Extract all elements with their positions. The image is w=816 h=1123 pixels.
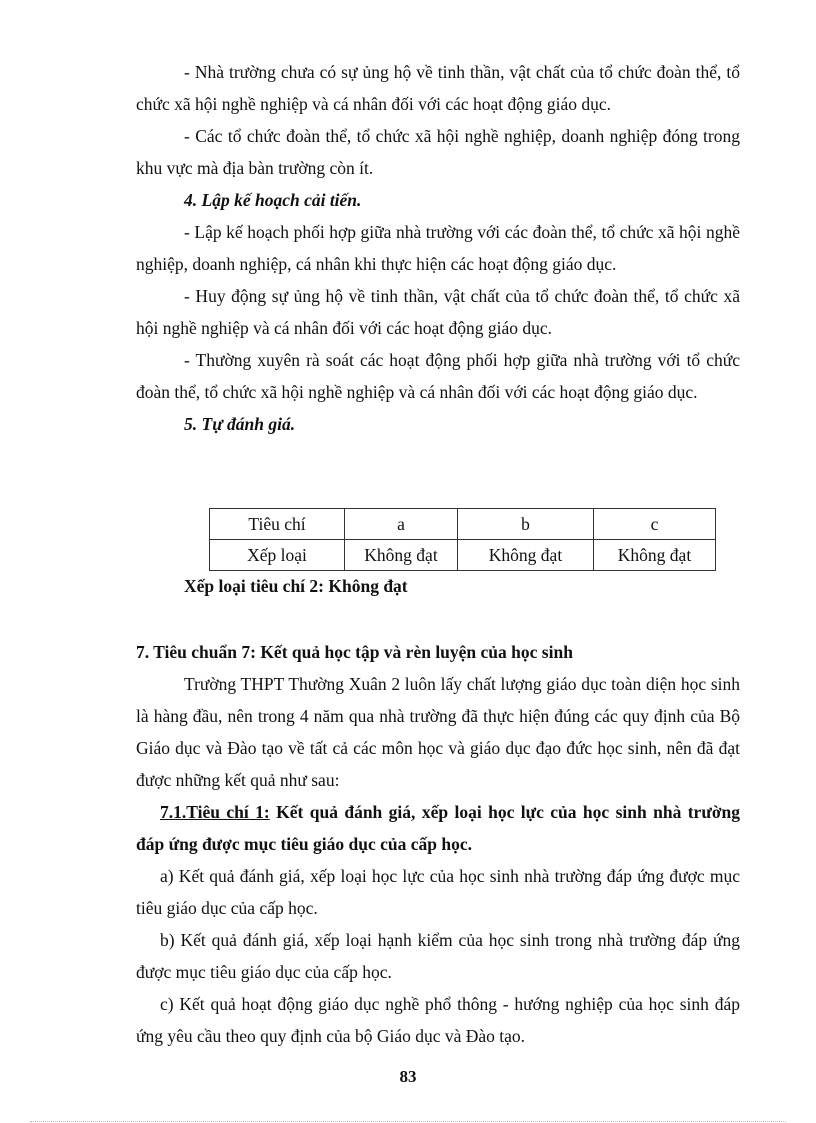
criterion-7-1 xyxy=(136,796,740,860)
page-bottom-divider xyxy=(30,1121,786,1122)
criterion-item-a: a) Kết quả đánh giá, xếp loại học lực của học sinh nhà trường đáp ứng được mục tiêu giáo dục của cấp học. xyxy=(136,866,740,918)
criterion-label: 7.1.Tiêu chí 1: xyxy=(160,802,270,822)
table-row xyxy=(210,540,716,571)
plan-item-3: - Thường xuyên rà soát các hoạt động phối hợp giữa nhà trường với tổ chức đoàn thể, tổ chức xã hội nghề nghiệp và cá nhân đối với các hoạt động giáo dục. xyxy=(136,350,740,402)
table-cell: Không đạt xyxy=(345,540,458,571)
criterion-item-c: c) Kết quả hoạt động giáo dục nghề phổ thông - hướng nghiệp của học sinh đáp ứng yêu cầu theo quy định của bộ Giáo dục và Đào tạo. xyxy=(136,994,740,1046)
section-5-heading: 5. Tự đánh giá. xyxy=(184,414,296,434)
page-number: 83 xyxy=(399,1067,417,1086)
standard-7-heading: 7. Tiêu chuẩn 7: Kết quả học tập và rèn luyện của học sinh xyxy=(136,642,573,662)
table-cell: Không đạt xyxy=(458,540,594,571)
table-cell: Không đạt xyxy=(594,540,716,571)
paragraph-support: - Nhà trường chưa có sự ủng hộ về tinh thần, vật chất của tổ chức đoàn thể, tổ chức xã hội nghề nghiệp và cá nhân đối với các hoạt động giáo dục. xyxy=(136,62,740,114)
table-cell: Tiêu chí xyxy=(210,509,345,540)
plan-item-1: - Lập kế hoạch phối hợp giữa nhà trường với các đoàn thể, tổ chức xã hội nghề nghiệp, doanh nghiệp, cá nhân khi thực hiện các hoạt động giáo dục. xyxy=(136,222,740,274)
section-4-heading: 4. Lập kế hoạch cải tiến. xyxy=(184,190,362,210)
document-page-lower xyxy=(136,570,740,1052)
criterion-item-b: b) Kết quả đánh giá, xếp loại hạnh kiểm của học sinh trong nhà trường đáp ứng được mục tiêu giáo dục của cấp học. xyxy=(136,930,740,982)
criterion-text: Kết quả đánh giá, xếp loại học lực của học sinh nhà trường đáp ứng được mục tiêu giáo dục của cấp học. xyxy=(136,802,740,854)
self-assessment-table xyxy=(209,508,716,571)
criterion-summary: Xếp loại tiêu chí 2: Không đạt xyxy=(184,576,408,596)
table-cell: c xyxy=(594,509,716,540)
standard-7-intro: Trường THPT Thường Xuân 2 luôn lấy chất lượng giáo dục toàn diện học sinh là hàng đầu, nên trong 4 năm qua nhà trường đã thực hiện đúng các quy định của Bộ Giáo dục và Đào tạo về tất cả các môn học và giáo dục đạo đức học sinh, nên đã đạt được những kết quả như sau: xyxy=(136,674,740,790)
table-cell: Xếp loại xyxy=(210,540,345,571)
plan-item-2: - Huy động sự ủng hộ về tinh thần, vật chất của tổ chức đoàn thể, tổ chức xã hội nghề nghiệp và cá nhân đối với các hoạt động giáo dục. xyxy=(136,286,740,338)
document-page xyxy=(136,56,740,440)
table-cell: b xyxy=(458,509,594,540)
table-cell: a xyxy=(345,509,458,540)
paragraph-organizations: - Các tổ chức đoàn thể, tổ chức xã hội nghề nghiệp, doanh nghiệp đóng trong khu vực mà địa bàn trường còn ít. xyxy=(136,126,740,178)
table-header-row xyxy=(210,509,716,540)
